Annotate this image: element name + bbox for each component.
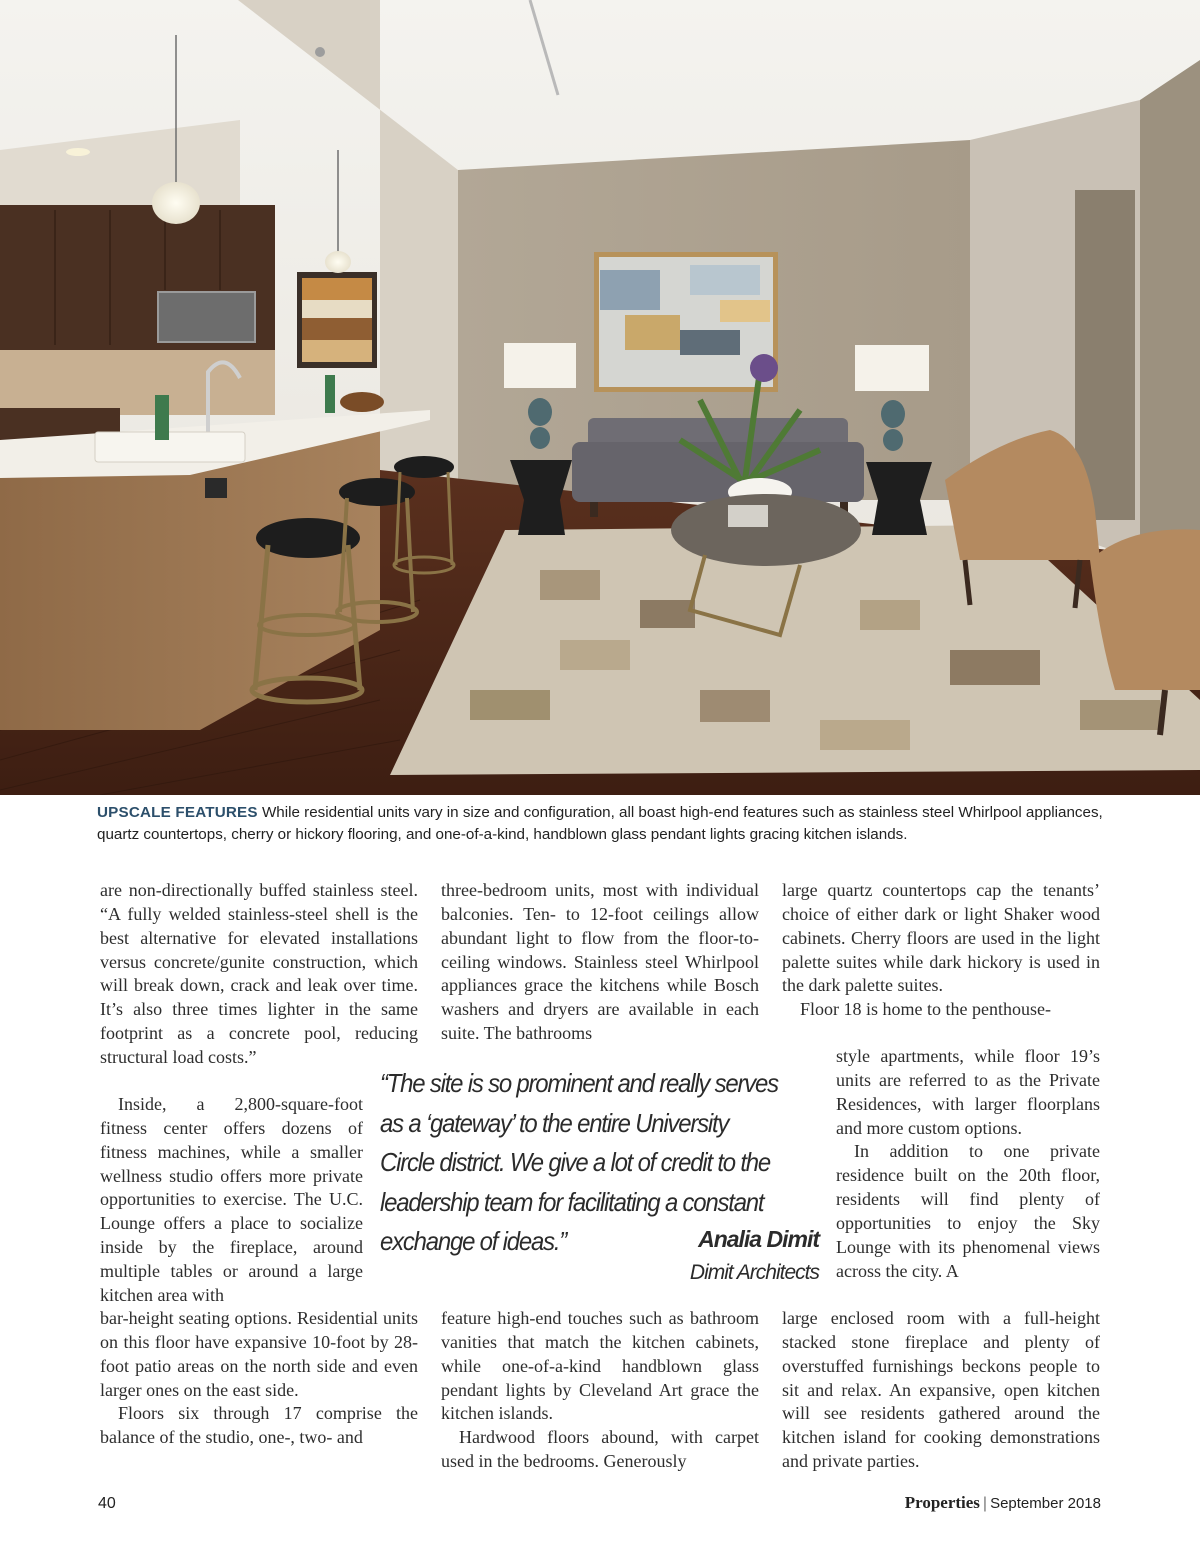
water-bottle (155, 395, 169, 440)
pendant-light-1 (152, 182, 200, 224)
paragraph: Floor 18 is home to the penthouse- (800, 999, 1051, 1020)
paragraph: bar-height seating options. Residential units on this floor have expansive 10-foot by 28-foot patio areas on the north side and even larger ones on the east side. (100, 1308, 418, 1400)
serving-tray (95, 432, 245, 462)
kitchen-artwork (302, 278, 372, 362)
pendant-light-2 (325, 251, 351, 273)
paragraph: three-bedroom units, most with individual balconies. Ten- to 12-foot ceilings allow abundant light to flow from the floor-to-ceiling windows. Stainless steel Whirlpool appliances grace the kitchens while Bosch washers and dryers are available in each suite. The bathrooms (441, 880, 759, 1044)
paragraph: are non-directionally buffed stainless steel. “A fully welded stainless-steel shell is the best alternative for elevated installations versus concrete/gunite construction, which will break down, crack and leak over time. It’s also three times lighter in the same footprint as a concrete pool, reducing structural load costs.” (100, 880, 418, 1067)
wooden-bowl (340, 392, 384, 412)
paragraph: style apartments, while floor 19’s units are referred to as the Private Residences, with larger floorplans and more custom options. (836, 1046, 1100, 1138)
column-2-top (441, 879, 759, 1046)
footer-separator: | (982, 1495, 988, 1512)
pull-quote: “The site is so prominent and really serves as a ‘gateway’ to the entire University Circle district. We give a lot of credit to the leadership team for facilitating a constant exchange of ideas.” (380, 1068, 778, 1256)
caption-heading: UPSCALE FEATURES (97, 804, 258, 821)
tile-backsplash (0, 350, 275, 415)
column-3-top (782, 879, 1100, 1022)
paragraph: feature high-end touches such as bathroom vanities that match the kitchen cabinets, while one-of-a-kind handblown glass pendant lights by Cleveland Art grace the kitchen islands. (441, 1308, 759, 1424)
paragraph: Floors six through 17 comprise the balance of the studio, one-, two- and (100, 1403, 418, 1448)
column-1-bottom (100, 1307, 418, 1450)
footer-masthead (905, 1493, 1101, 1513)
column-2-bottom (441, 1307, 759, 1474)
column-1-top (100, 879, 418, 1070)
caption-text: While residential units vary in size and configuration, all boast high-end features such as stainless steel Whirlpool appliances, quartz countertops, cherry or hickory flooring, and one-of-a-kind, handblown glass pendant lights gracing kitchen islands. (97, 804, 1103, 843)
page-number: 40 (98, 1495, 116, 1512)
paragraph: In addition to one private residence built on the 20th floor, residents will find plenty of opportunities to enjoy the Sky Lounge with its phenomenal views across the city. A (836, 1141, 1100, 1281)
paragraph: Hardwood floors abound, with carpet used in the bedrooms. Generously (441, 1427, 759, 1472)
pull-quote-organization: Dimit Architects (689, 1261, 819, 1284)
hallway-wall (1140, 60, 1200, 600)
ceiling-spotlight (315, 47, 325, 57)
photo-caption (97, 802, 1107, 846)
issue-date: September 2018 (990, 1495, 1101, 1512)
paragraph: large quartz countertops cap the tenants’ choice of either dark or light Shaker wood cabinets. Cherry floors are used in the light palette suites while dark hickory is used in the dark palette suites. (782, 880, 1100, 996)
paragraph: large enclosed room with a full-height stacked stone fireplace and plenty of overstuffed furnishings beckons people to sit and relax. An expansive, open kitchen will see residents gathered around the kitchen island for cooking demonstrations and private parties. (782, 1308, 1100, 1472)
column-3-bottom (782, 1307, 1100, 1474)
column-1-middle (100, 1093, 363, 1308)
abstract-painting (599, 257, 773, 387)
pull-quote-author: Analia Dimit (698, 1226, 819, 1252)
recessed-light (66, 148, 90, 156)
island-outlet (205, 478, 227, 498)
publication-name: Properties (904, 1493, 980, 1512)
microwave (158, 292, 255, 342)
column-3-middle (836, 1045, 1100, 1283)
bottle (325, 375, 335, 413)
paragraph: Inside, a 2,800-square-foot fitness center offers dozens of fitness machines, while a smaller wellness studio offers more private opportunities to exercise. The U.C. Lounge offers a place to socialize inside by the fireplace, around multiple tables or around a large kitchen area with (100, 1094, 363, 1305)
